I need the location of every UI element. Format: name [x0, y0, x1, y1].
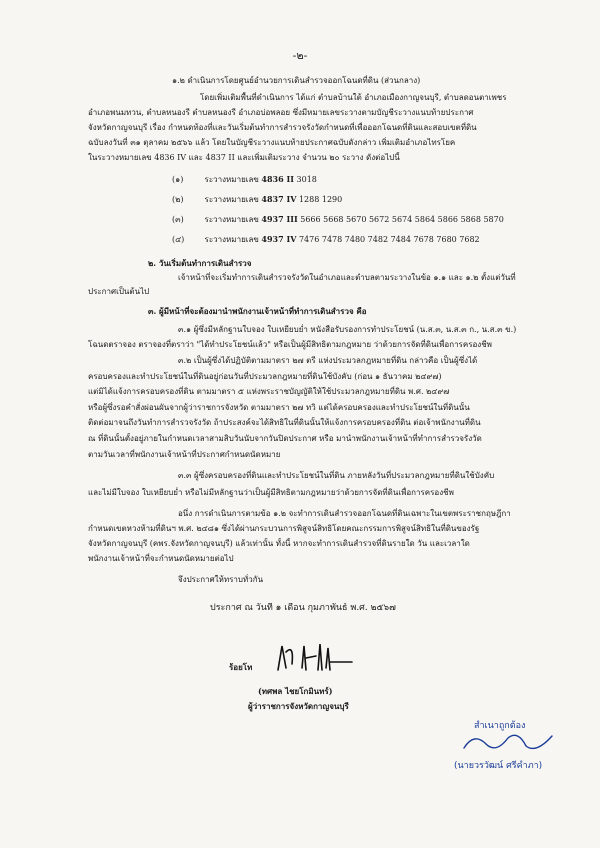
stamp-name: (นายวรวัฒน์ ศรีคำภา)	[454, 761, 543, 771]
sheet-numbers: 1288 1290	[298, 195, 343, 204]
closing-line: จังหวัดกาญจนบุรี (คพร.จังหวัดกาญจนบุรี) แล้วเท่านั้น ทั้งนี้ หากจะทำการเดินสำรวจที่ดินรายใด วัน และเวลาใด	[88, 539, 470, 548]
announcement-date: ประกาศ ณ วันที่ ๑ เดือน กุมภาพันธ์ พ.ศ. ๒๕๖๗	[210, 603, 396, 613]
sheet-id: 4837 IV	[261, 194, 297, 204]
section-3-line: ครอบครองและทำประโยชน์ในที่ดินอยู่ก่อนวันที่ประมวลกฎหมายที่ดินใช้บังคับ (ก่อน ๑ ธันวาคม ๒๔๙๗)	[88, 372, 442, 381]
section-3-line: ณ ที่ดินนั้นตั้งอยู่ภายในกำหนดเวลาสามสิบวันนับจากวันปิดประกาศ หรือ มานำพนักงานเจ้าหน้าที่ทำการสำรวจรังวัด	[88, 434, 482, 443]
sheet-label: ระวางหมายเลข	[204, 175, 259, 184]
section-3-line: ๓.๒ เป็นผู้ซึ่งได้ปฏิบัติตามมาตรา ๒๗ ตรี แห่งประมวลกฎหมายที่ดิน กล่าวคือ เป็นผู้ซึ่งได้	[178, 356, 478, 365]
sheet-num: (๒)	[172, 195, 184, 204]
section-3-line: ๓.๓ ผู้ซึ่งครอบครองที่ดินและทำประโยชน์ในที่ดิน ภายหลังวันที่ประมวลกฎหมายที่ดินใช้บังคับ	[178, 471, 495, 480]
section-1-2-line: ฉบับลงวันที่ ๓๑ ตุลาคม ๒๕๖๖ แล้ว โดยในบัญชีระวางแนบท้ายประกาศฉบับดังกล่าว เพิ่มเติมอำเภอไทรโยค	[88, 138, 456, 147]
sheet-num: (๓)	[172, 215, 184, 224]
stamp-signature-icon	[456, 728, 566, 756]
sheet-list-item	[172, 194, 342, 205]
section-1-2-line: จังหวัดกาญจนบุรี เรื่อง กำหนดท้องที่และวันเริ่มต้นทำการสำรวจรังวัดกำหนดที่เพื่อออกโฉนดที่ดินและสอบเขตที่ดิน	[88, 123, 477, 132]
sheet-numbers: 7476 7478 7480 7482 7484 7678 7680 7682	[298, 235, 480, 244]
handwritten-signature	[256, 640, 376, 680]
stamp-title: สำเนาถูกต้อง	[474, 721, 526, 731]
page-number: -๒-	[292, 49, 308, 62]
section-3-line: หรือผู้ซึ่งรอคำสั่งผ่อนผันจากผู้ว่าราชการจังหวัด ตามมาตรา ๒๗ ทวิ แต่ได้ครอบครองและทำประโยชน์ในที่ดินนั้น	[88, 403, 470, 412]
sheet-id: 4836 II	[261, 174, 294, 184]
section-2-line: ประกาศเป็นต้นไป	[88, 287, 150, 296]
section-3-line: ติดต่อมาจนถึงวันทำการสำรวจรังวัด ถ้าประสงค์จะได้สิทธิในที่ดินนั้นให้แจ้งการครอบครองที่ดิน ต่อเจ้าพนักงานที่ดิน	[88, 418, 481, 427]
section-1-2-line: โดยเพิ่มเติมพื้นที่ดำเนินการ ได้แก่ ตำบลบ้านใต้ อำเภอเมืองกาญจนบุรี, ตำบลดอนตาเพชร	[200, 93, 507, 102]
section-3-line: แต่มิได้แจ้งการครอบครองที่ดิน ตามมาตรา ๕ แห่งพระราชบัญญัติให้ใช้ประมวลกฎหมายที่ดิน พ.ศ. ๒๔๙๗	[88, 387, 450, 396]
section-3-line: ๓.๑ ผู้ซึ่งมีหลักฐานใบจอง ใบเหยียบย่ำ หนังสือรับรองการทำประโยชน์ (น.ส.๓, น.ส.๓ ก., น.ส.๓ ข.)	[178, 325, 517, 334]
sheet-num: (๑)	[172, 175, 184, 184]
closing-notice: จึงประกาศให้ทราบทั่วกัน	[178, 575, 264, 584]
sheet-label: ระวางหมายเลข	[204, 235, 259, 244]
section-1-2-line: ในระวางหมายเลข 4836 IV และ 4837 II และเพิ่มเติมระวาง จำนวน ๒๐ ระวาง ดังต่อไปนี้	[88, 153, 400, 162]
signature-rank: ร้อยโท	[229, 662, 253, 672]
closing-line: กำหนดเขตหวงห้ามที่ดินฯ พ.ศ. ๒๔๘๑ ซึ่งได้ผ่านกระบวนการพิสูจน์สิทธิโดยคณะกรรมการพิสูจน์สิทธิในที่ดินของรัฐ	[88, 524, 480, 533]
signature-name: (ทศพล ไชยโกมินทร์)	[258, 686, 333, 696]
sheet-list-item	[172, 234, 480, 245]
sheet-id: 4937 IV	[261, 234, 297, 244]
sheet-numbers: 5666 5668 5670 5672 5674 5864 5866 5868 5870	[300, 215, 504, 224]
section-3-line: ตามวันเวลาที่พนักงานเจ้าหน้าที่ประกาศกำหนดนัดหมาย	[88, 450, 281, 459]
sheet-label: ระวางหมายเลข	[204, 215, 259, 224]
section-3-heading: ๓. ผู้มีหน้าที่จะต้องมานำพนักงานเจ้าหน้าที่ทำการเดินสำรวจ คือ	[148, 306, 367, 316]
sheet-list-item	[172, 214, 504, 225]
sheet-numbers: 3018	[296, 175, 317, 184]
closing-line: พนักงานเจ้าหน้าที่จะกำหนดนัดหมายต่อไป	[88, 554, 234, 563]
section-3-line: และไม่มีใบจอง ใบเหยียบย่ำ หรือไม่มีหลักฐานว่าเป็นผู้มีสิทธิตามกฎหมายว่าด้วยการจัดที่ดินเพื่อการครองชีพ	[88, 488, 454, 497]
signature-position: ผู้ว่าราชการจังหวัดกาญจนบุรี	[248, 701, 349, 711]
closing-line: อนึ่ง การดำเนินการตามข้อ ๑.๒ จะทำการเดินสำรวจออกโฉนดที่ดินเฉพาะในเขตพระราชกฤษฎีกา	[178, 509, 511, 518]
sheet-list-item	[172, 174, 317, 185]
section-1-2-line: อำเภอพนมทวน, ตำบลหนองรี ตำบลหนองรี อำเภอบ่อพลอย ซึ่งมีหมายเลขระวางตามบัญชีระวางแนบท้ายประกาศ	[88, 108, 474, 117]
sheet-num: (๔)	[172, 235, 185, 244]
signature-scribble-icon	[256, 640, 376, 680]
section-2-line: เจ้าหน้าที่จะเริ่มทำการเดินสำรวจรังวัดในอำเภอและตำบลตามระวางในข้อ ๑.๑ และ ๑.๒ ตั้งแต่วันที่	[178, 273, 516, 282]
section-1-2-heading: ๑.๒ ดำเนินการโดยศูนย์อำนวยการเดินสำรวจออกโฉนดที่ดิน (ส่วนกลาง)	[172, 76, 421, 85]
sheet-id: 4937 III	[261, 214, 298, 224]
certified-copy-stamp	[452, 718, 572, 778]
sheet-label: ระวางหมายเลข	[204, 195, 259, 204]
section-3-line: โฉนดตราจอง ตราจองที่ตราว่า "ได้ทำประโยชน์แล้ว" หรือเป็นผู้มีสิทธิตามกฎหมาย ว่าด้วยการจัดที่ดินเพื่อการครองชีพ	[88, 340, 492, 349]
section-2-heading: ๒. วันเริ่มต้นทำการเดินสำรวจ	[148, 258, 252, 268]
